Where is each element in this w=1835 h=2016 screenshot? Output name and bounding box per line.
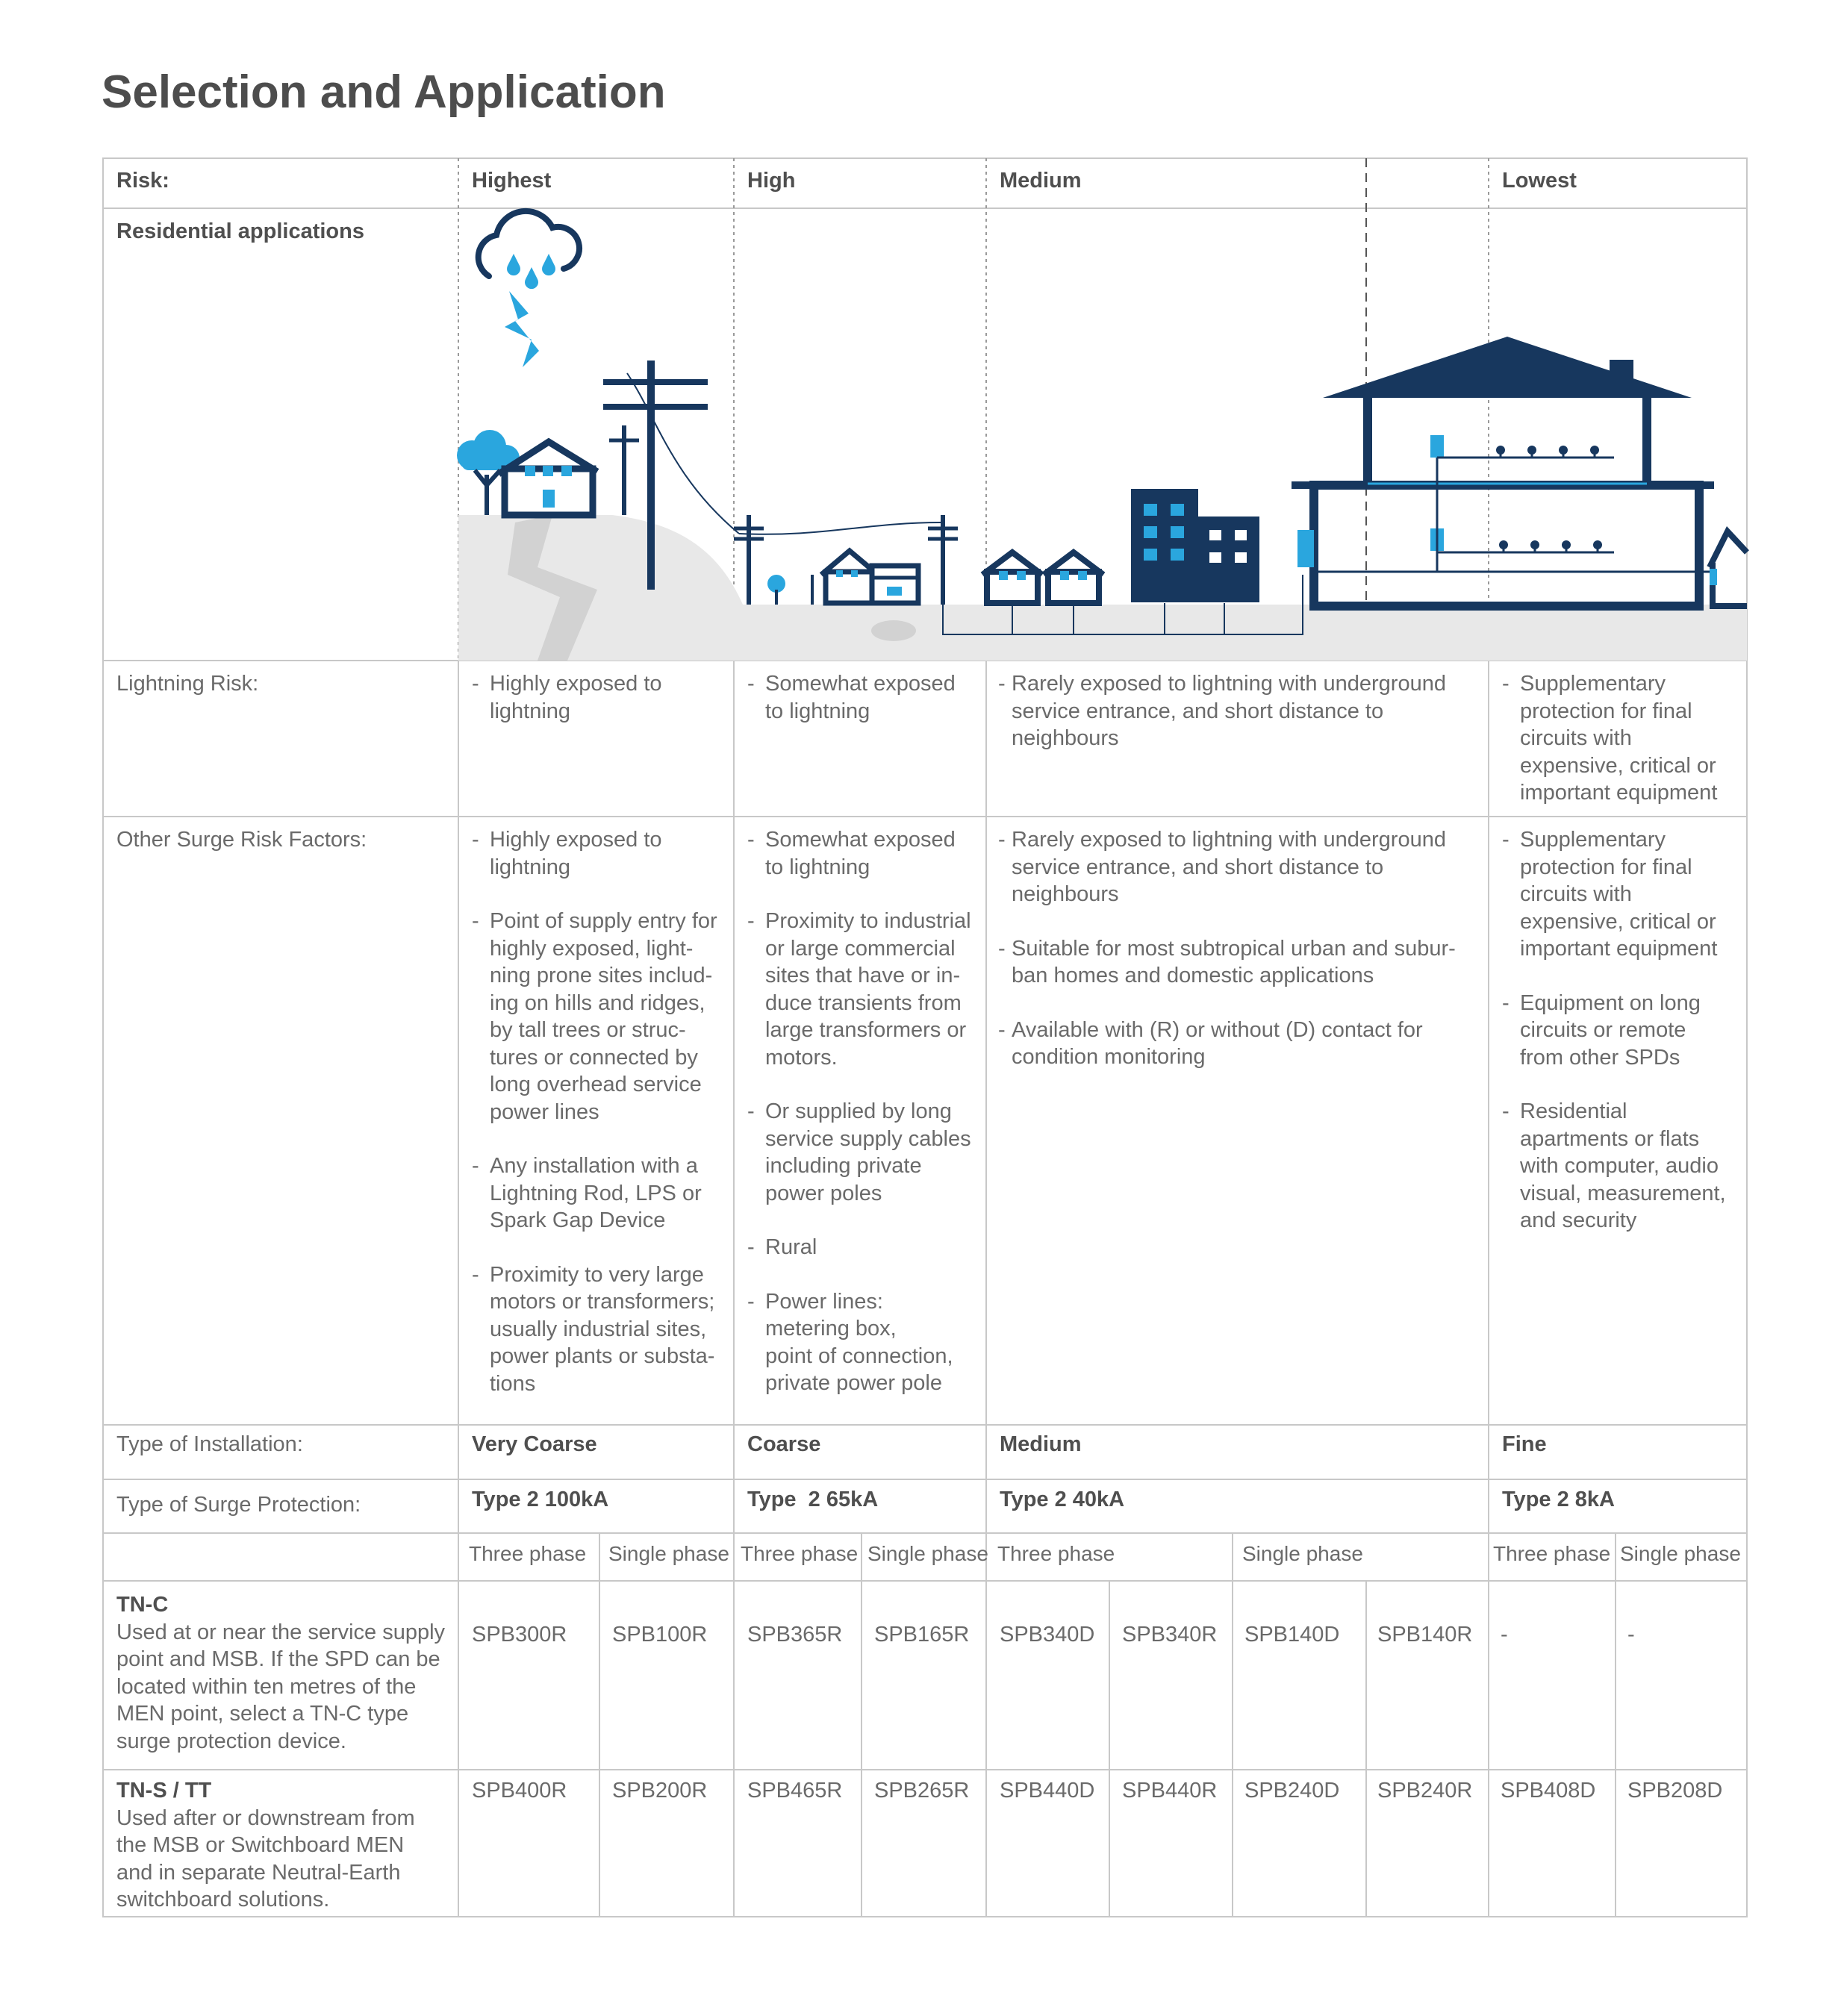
page-title: Selection and Application [102,66,666,118]
lightning-risk-medium [998,670,1483,779]
list-item: - Supplementary protection for final circuits with expensive, critical or important equipment [1502,826,1741,963]
list-item: - Proximity to industrial or large commercial sites that have or in- duce transients from large transformers or motors. [747,908,986,1071]
tnc-code: SPB340R [1122,1623,1218,1647]
phase-header: Three phase [1493,1542,1611,1565]
risk-high: High [747,169,796,193]
risk-label: Risk: [116,169,169,193]
list-item: - Available with (R) or without (D) contact for condition monitoring [998,1017,1483,1071]
lightning-risk-high [747,670,986,752]
tns-title: TN-S / TT [116,1779,212,1803]
list-item: - Power lines: metering box, point of connection, private power pole [747,1288,986,1397]
tree-icon [767,575,785,605]
apartment-building-icon [1131,489,1259,602]
lightning-risk-lowest [1502,670,1741,834]
list-item: - Supplementary protection for final circuits with expensive, critical or important equipment [1502,670,1741,807]
list-item: - Equipment on long circuits or remote from other SPDs [1502,990,1741,1072]
tnc-title: TN-C [116,1593,169,1617]
list-item: - Rarely exposed to lightning with underground service entrance, and short distance to neighbours [998,670,1483,752]
tnc-description [116,1591,452,1755]
residential-label: Residential applications [116,219,364,243]
lightning-bolt-icon [505,291,539,367]
lightning-risk-label: Lightning Risk: [116,672,259,696]
surge-protection-label: Type of Surge Protection: [116,1493,361,1517]
tnc-code: SPB300R [472,1623,567,1647]
lightning-risk-highest [472,670,726,752]
tnc-code: - [1501,1623,1508,1647]
list-item: - Point of supply entry for highly exposed, light- ning prone sites includ- ing on hills and ridges, by tall trees or struc- tures or connected by long overhead service power lines [472,908,729,1126]
phase-header: Three phase [741,1542,859,1565]
power-pole-icon [603,361,941,590]
tnc-code: SPB340D [1000,1623,1095,1647]
storm-cloud-icon [479,211,579,289]
risk-highest: Highest [472,169,552,193]
tnc-code: SPB100R [612,1623,708,1647]
tns-code: SPB208D [1627,1779,1723,1803]
installation-lowest: Fine [1502,1432,1547,1456]
list-item: - Residential apartments or flats with computer, audio visual, measurement, and security [1502,1098,1741,1235]
surge-protection-highest: Type 2 100kA [472,1488,609,1511]
phase-header: Single phase [1242,1542,1363,1565]
other-factors-high [747,826,986,1424]
phase-header: Three phase [997,1542,1115,1565]
tns-code: SPB240D [1244,1779,1340,1803]
other-factors-highest [472,826,729,1424]
tns-code: SPB440R [1122,1779,1218,1803]
tns-code: SPB400R [472,1779,567,1803]
list-item: - Somewhat exposed to lightning [747,670,986,725]
tnc-code: SPB140R [1377,1623,1473,1647]
tns-desc: Used after or downstream from the MSB or Switchboard MEN and in separate Neutral-Earth switchboard solutions. [116,1806,415,1912]
phase-header: Three phase [469,1542,587,1565]
other-factors-lowest [1502,826,1741,1261]
list-item: - Rarely exposed to lightning with underground service entrance, and short distance to neighbours [998,826,1483,908]
other-factors-medium [998,826,1483,1098]
phase-header: Single phase [1620,1542,1741,1565]
risk-medium: Medium [1000,169,1082,193]
surge-protection-medium: Type 2 40kA [1000,1488,1125,1511]
phase-header: Single phase [608,1542,729,1565]
installation-label: Type of Installation: [116,1432,303,1456]
list-item: - Highly exposed to lightning [472,826,729,881]
house-icon [982,552,1103,603]
list-item: - Or supplied by long service supply cables including private power poles [747,1098,986,1207]
installation-medium: Medium [1000,1432,1082,1456]
tns-code: SPB440D [1000,1779,1095,1803]
phase-header: Single phase [867,1542,988,1565]
list-item: - Suitable for most subtropical urban and subur- ban homes and domestic applications [998,935,1483,990]
tnc-desc: Used at or near the service supply point and MSB. If the SPD can be located within ten metres of the MEN point, select a TN-C type surge protection device. [116,1620,446,1753]
tnc-code: - [1627,1623,1635,1647]
tnc-code: SPB165R [874,1623,970,1647]
tns-code: SPB265R [874,1779,970,1803]
list-item: - Highly exposed to lightning [472,670,726,725]
installation-highest: Very Coarse [472,1432,597,1456]
list-item: - Rural [747,1234,986,1261]
list-item: - Proximity to very large motors or transformers; usually industrial sites, power plants or substa- tions [472,1261,729,1398]
tnc-code: SPB365R [747,1623,843,1647]
tns-code: SPB200R [612,1779,708,1803]
tns-code: SPB465R [747,1779,843,1803]
other-factors-label: Other Surge Risk Factors: [116,828,367,852]
surge-protection-high: Type 2 65kA [747,1488,879,1511]
tnc-code: SPB140D [1244,1623,1340,1647]
risk-lowest: Lowest [1502,169,1577,193]
list-item: - Somewhat exposed to lightning [747,826,986,881]
surge-protection-lowest: Type 2 8kA [1502,1488,1615,1511]
tns-code: SPB240R [1377,1779,1473,1803]
tns-description [116,1777,452,1914]
installation-high: Coarse [747,1432,821,1456]
two-storey-house-icon [1292,337,1747,606]
house-icon [821,551,918,603]
tns-code: SPB408D [1501,1779,1596,1803]
list-item: - Any installation with a Lightning Rod, LPS or Spark Gap Device [472,1152,729,1235]
